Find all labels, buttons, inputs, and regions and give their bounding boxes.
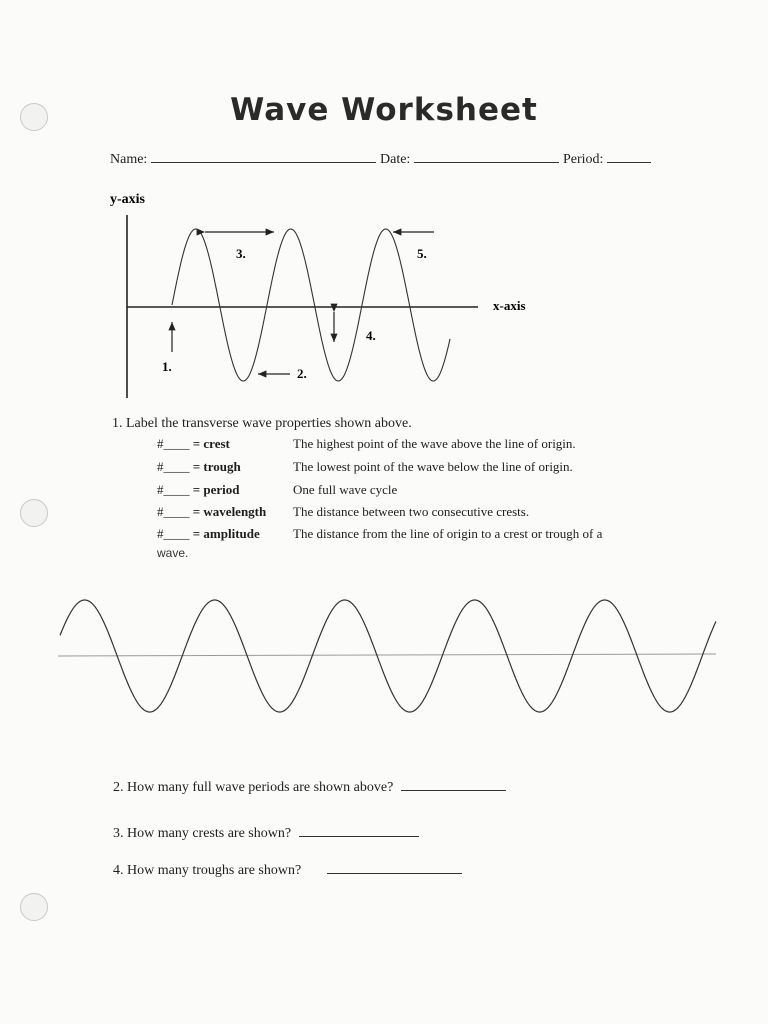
binder-hole-middle — [20, 499, 48, 527]
marker-label-4: 4. — [366, 328, 376, 343]
diagram-wave — [172, 229, 450, 381]
question-2-text: 2. How many full wave periods are shown above? — [113, 780, 394, 795]
definition-text: The distance between two consecutive crests. — [293, 504, 530, 519]
definition-blank[interactable]: #____ — [157, 482, 190, 497]
definition-text: The distance from the line of origin to a crest or trough of a — [293, 526, 603, 541]
definition-blank[interactable]: #____ — [157, 436, 190, 451]
definition-row-amplitude[interactable] — [157, 526, 602, 542]
question-4[interactable] — [113, 861, 462, 879]
question-4-text: 4. How many troughs are shown? — [113, 863, 302, 878]
definition-term: = trough — [192, 459, 241, 474]
definition-term: = period — [192, 482, 240, 497]
x-axis-label: x-axis — [493, 298, 526, 313]
name-label: Name: — [110, 152, 148, 167]
question-3[interactable] — [113, 824, 419, 842]
y-axis-label: y-axis — [110, 192, 145, 207]
worksheet-title: Wave Worksheet — [230, 92, 538, 128]
marker-label-1: 1. — [162, 359, 172, 374]
period-label: Period: — [563, 152, 604, 167]
question-4-answer-blank[interactable] — [327, 861, 462, 874]
binder-hole-bottom — [20, 893, 48, 921]
definition-row-trough[interactable] — [157, 459, 573, 475]
definition-term: = crest — [192, 436, 230, 451]
wave-diagram — [0, 0, 768, 420]
question-3-text: 3. How many crests are shown? — [113, 826, 292, 841]
definition-text: One full wave cycle — [293, 482, 398, 497]
definition-blank[interactable]: #____ — [157, 526, 190, 541]
definition-blank[interactable]: #____ — [157, 504, 190, 519]
definition-row-crest[interactable] — [157, 436, 576, 452]
marker-label-3: 3. — [236, 246, 246, 261]
marker-label-2: 2. — [297, 366, 307, 381]
definition-row-wavelength[interactable] — [157, 504, 529, 520]
definition-continuation: wave. — [157, 546, 189, 560]
question-1-prompt: 1. Label the transverse wave properties shown above. — [112, 416, 412, 431]
definition-term: = wavelength — [192, 504, 267, 519]
definition-text: The highest point of the wave above the line of origin. — [293, 436, 576, 451]
question-2[interactable] — [113, 778, 506, 796]
large-wave-baseline — [58, 654, 716, 656]
definition-blank[interactable]: #____ — [157, 459, 190, 474]
date-label: Date: — [380, 152, 411, 167]
definition-row-period[interactable] — [157, 482, 397, 498]
definition-text: The lowest point of the wave below the line of origin. — [293, 459, 573, 474]
large-wave-figure — [0, 580, 768, 740]
definition-term: = amplitude — [192, 526, 260, 541]
marker-label-5: 5. — [417, 246, 427, 261]
question-2-answer-blank[interactable] — [401, 778, 506, 791]
question-3-answer-blank[interactable] — [299, 824, 419, 837]
